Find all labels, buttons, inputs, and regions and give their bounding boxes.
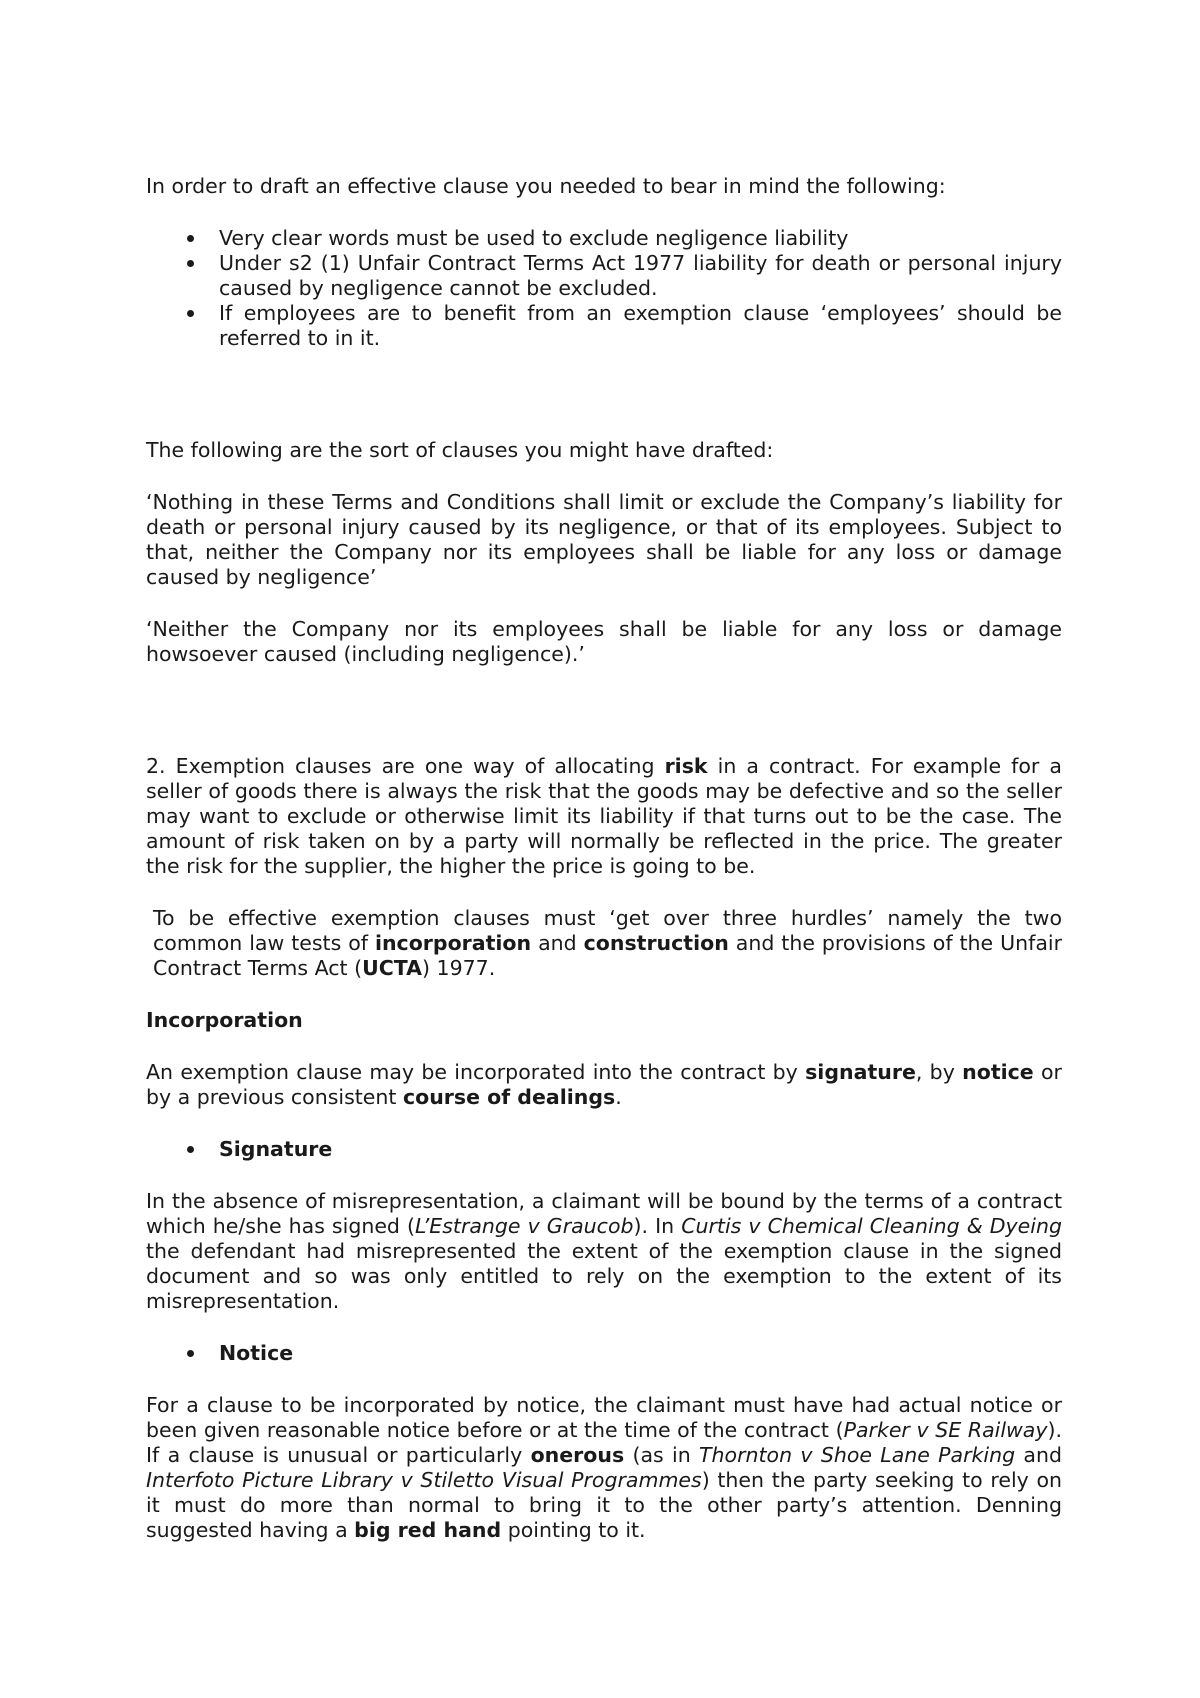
notice-heading: Notice: [146, 1341, 1062, 1366]
signature-paragraph: In the absence of misrepresentation, a claimant will be bound by the terms of a contract which he/she has signed (L’Estrange v Graucob). In Curtis v Chemical Cleaning & Dyeing the defendant had misrepresented the extent of the exemption clause in the signed document and so was only entitled to rely on the exemption to the extent of its misrepresentation.: [146, 1189, 1062, 1313]
list-item: Very clear words must be used to exclude negligence liability: [146, 226, 1062, 251]
spacer: [146, 378, 1062, 438]
section-2-paragraph-2: To be effective exemption clauses must ‘get over three hurdles’ namely the two common law tests of incorporation and construction and the provisions of the Unfair Contract Terms Act (UCTA) 1977.: [153, 906, 1062, 980]
document-body: [146, 174, 1062, 1570]
bullet-icon: [187, 1350, 194, 1357]
drafting-points-list: [146, 226, 1062, 351]
bullet-icon: [187, 310, 194, 317]
notice-paragraph: For a clause to be incorporated by notice, the claimant must have had actual notice or been given reasonable notice before or at the time of the contract (Parker v SE Railway). If a clause is unusual or particularly onerous (as in Thornton v Shoe Lane Parking and Interfoto Picture Library v Stiletto Visual Programmes) then the party seeking to rely on it must do more than normal to bring it to the other party’s attention. Denning suggested having a big red hand pointing to it.: [146, 1393, 1062, 1542]
list-item: Under s2 (1) Unfair Contract Terms Act 1977 liability for death or personal injury caused by negligence cannot be excluded.: [146, 251, 1062, 301]
spacer: [146, 694, 1062, 754]
section-2-paragraph-1: 2. Exemption clauses are one way of allocating risk in a contract. For example for a seller of goods there is always the risk that the goods may be defective and so the seller may want to exclude or otherwise limit its liability if that turns out to be the case. The amount of risk taken on by a party will normally be reflected in the price. The greater the risk for the supplier, the higher the price is going to be.: [146, 754, 1062, 878]
sample-clause-1: ‘Nothing in these Terms and Conditions shall limit or exclude the Company’s liability for death or personal injury caused by its negligence, or that of its employees. Subject to that, neither the Company nor its employees shall be liable for any loss or damage caused by negligence’: [146, 490, 1062, 589]
sample-clause-2: ‘Neither the Company nor its employees shall be liable for any loss or damage howsoever caused (including negligence).’: [146, 617, 1062, 666]
bullet-icon: [187, 260, 194, 267]
signature-heading: Signature: [146, 1137, 1062, 1162]
bullet-icon: [187, 1146, 194, 1153]
intro-paragraph: In order to draft an effective clause you needed to bear in mind the following:: [146, 174, 946, 198]
list-item: If employees are to benefit from an exemption clause ‘employees’ should be referred to in it.: [146, 301, 1062, 351]
incorporation-heading: Incorporation: [146, 1008, 303, 1032]
bullet-icon: [187, 235, 194, 242]
sample-clauses-intro: The following are the sort of clauses you might have drafted:: [146, 438, 774, 462]
incorporation-paragraph: An exemption clause may be incorporated into the contract by signature, by notice or by a previous consistent course of dealings.: [146, 1060, 1062, 1109]
